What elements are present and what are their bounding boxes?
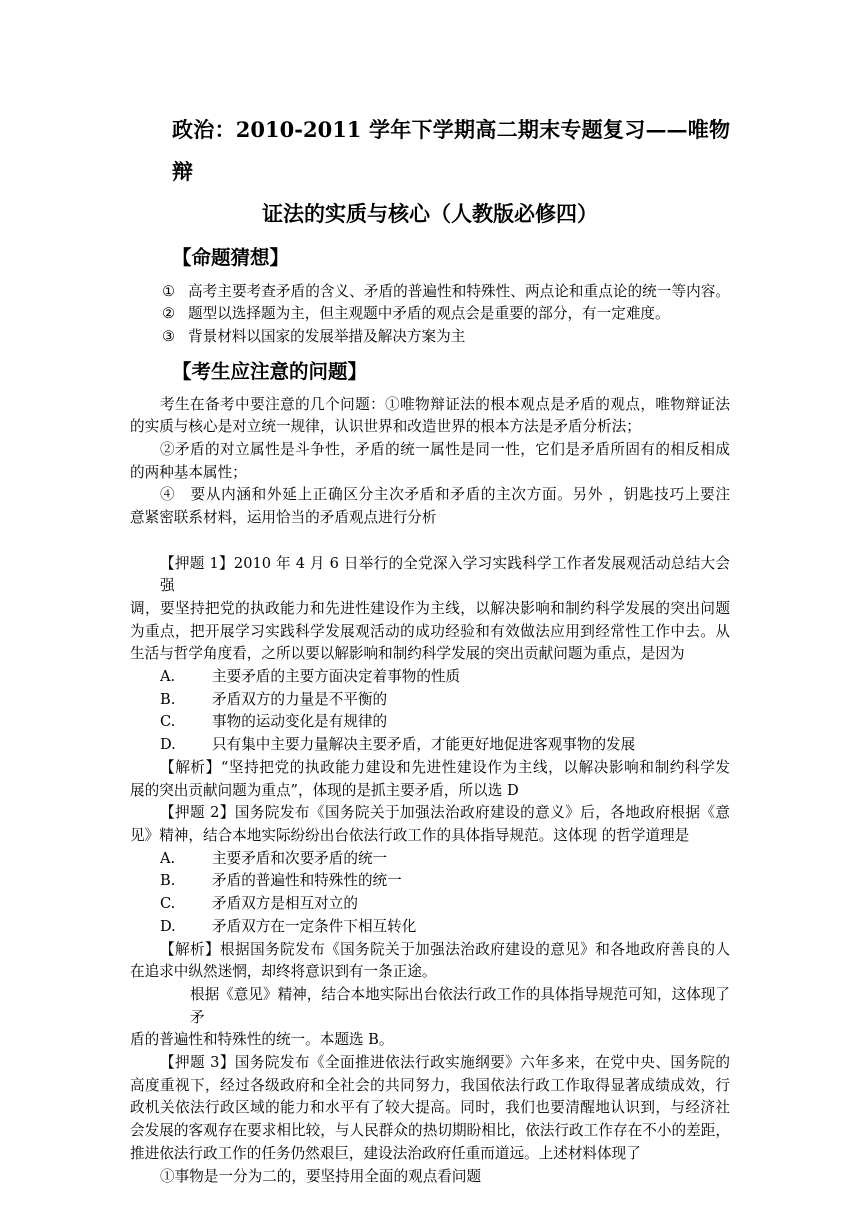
option-a [130, 666, 730, 689]
question-stem-line: 调，要坚持把党的执政能力和先进性建设作为主线，以解决影响和制约科学发展的突出问题 [130, 599, 730, 617]
item-text: 题型以选择题为主，但主观题中矛盾的观点会是重要的部分，有一定难度。 [188, 305, 670, 323]
notes-paragraph [130, 439, 730, 484]
question-stem-line: 【押题 2】国务院发布《国务院关于加强法治政府建设的意义》后，各地政府根据《意 [160, 804, 730, 822]
option-text: 事物的运动变化是有规律的 [212, 713, 388, 731]
option-b [130, 870, 730, 893]
option-c [130, 711, 730, 734]
question-stem-line: 生活与哲学角度看，之所以要以解影响和制约科学发展的突出贡献问题为重点，是因为 [130, 645, 685, 663]
prediction-item [130, 326, 730, 349]
option-label: B. [160, 690, 176, 708]
question-stem-line: 见》精神，结合本地实际纷纷出台依法行政工作的具体指导规范。这体现 的哲学道理是 [130, 826, 690, 844]
option-text: 主要矛盾和次要矛盾的统一 [212, 849, 388, 867]
option-d [130, 916, 730, 939]
analysis-line: 在追求中纵然迷惘，却终将意识到有一条正途。 [130, 963, 437, 981]
option-label: C. [160, 895, 176, 913]
item-text: 高考主要考查矛盾的含义、矛盾的普遍性和特殊性、两点论和重点论的统一等内容。 [188, 282, 730, 300]
title-line-2: 证法的实质与核心（人教版必修四） [262, 201, 598, 226]
option-text: 只有集中主要力量解决主要矛盾，才能更好地促进客观事物的发展 [212, 736, 636, 754]
option-label: B. [160, 872, 176, 890]
text-line: ④ 要从内涵和外延上正确区分主次矛盾和矛盾的主次方面。另外 ，钥匙技巧上要注 [160, 486, 730, 504]
item-marker: ① [162, 282, 176, 300]
analysis-line: 展的突出贡献问题为重点”，体现的是抓主要矛盾，所以选 D [130, 781, 519, 799]
title-line-1: 政治：2010-2011 学年下学期高二期末专题复习——唯物辩 [172, 117, 730, 184]
option-text: 矛盾双方在一定条件下相互转化 [212, 917, 417, 935]
prediction-list [130, 281, 730, 349]
main-text [130, 394, 730, 1189]
text-line: ②矛盾的对立属性是斗争性，矛盾的统一属性是同一性，它们是矛盾所固有的相反相成 [160, 441, 730, 459]
option-a [130, 848, 730, 871]
notes-paragraph [130, 394, 730, 439]
question-1 [130, 553, 730, 803]
analysis-line: 盾的普遍性和特殊性的统一。本题选 B。 [130, 1031, 394, 1049]
item-marker: ② [162, 305, 176, 323]
question-stem-line: 会发展的客观存在要求相比较，与人民群众的热切期盼相比，依法行政工作存在不小的差距， [130, 1122, 730, 1140]
question-2 [130, 802, 730, 1052]
notes-paragraph [130, 484, 730, 529]
option-label: C. [160, 713, 176, 731]
text-line: 意紧密联系材料，运用恰当的矛盾观点进行分析 [130, 509, 437, 527]
option-label: D. [160, 736, 176, 754]
prediction-item [130, 281, 730, 304]
option-text: 矛盾双方是相互对立的 [212, 895, 358, 913]
question-stem-line: 推进依法行政工作的任务仍然艰巨，建设法治政府任重而道远。上述材料体现了 [130, 1144, 641, 1162]
text-line: 的实质与核心是对立统一规律，认识世界和改造世界的根本方法是矛盾分析法； [130, 418, 641, 436]
option-text: 矛盾的普遍性和特殊性的统一 [212, 872, 402, 890]
question-stem-line: 高度重视下，经过各级政府和全社会的共同努力，我国依法行政工作取得显著成绩成效，行 [130, 1076, 730, 1094]
item-marker: ③ [162, 328, 176, 346]
text-line: 的两种基本属性； [130, 463, 247, 481]
heading-prediction: 【命题猜想】 [172, 246, 290, 269]
option-b [130, 689, 730, 712]
question-stem-line: 政机关依法行政区域的能力和水平有了较大提高。同时，我们也要清醒地认识到，与经济社 [130, 1099, 730, 1117]
option-text: 矛盾双方的力量是不平衡的 [212, 690, 388, 708]
option-text: 主要矛盾的主要方面决定着事物的性质 [212, 668, 461, 686]
option-label: A. [160, 668, 176, 686]
question-3 [130, 1052, 730, 1188]
option-c [130, 893, 730, 916]
blank-line [130, 530, 730, 553]
question-stem-line: 为重点，把开展学习实践科学发展观活动的成功经验和有效做法应用到经常性工作中去。从 [130, 622, 730, 640]
document-body [130, 109, 730, 1188]
analysis-line: 【解析】“坚持把党的执政能力建设和先进性建设作为主线，以解决影响和制约科学发 [160, 758, 730, 776]
prediction-item [130, 303, 730, 326]
question-item: ①事物是一分为二的，要坚持用全面的观点看问题 [160, 1167, 482, 1185]
text-line: 考生在备考中要注意的几个问题：①唯物辩证法的根本观点是矛盾的观点，唯物辩证法 [160, 395, 730, 413]
option-d [130, 734, 730, 757]
analysis-line: 【解析】根据国务院发布《国务院关于加强法治政府建设的意见》和各地政府善良的人 [160, 940, 730, 958]
analysis-line: 根据《意见》精神，结合本地实际出台依法行政工作的具体指导规范可知，这体现了矛 [190, 985, 730, 1026]
option-label: A. [160, 849, 176, 867]
item-text: 背景材料以国家的发展举措及解决方案为主 [188, 328, 466, 346]
option-label: D. [160, 917, 176, 935]
question-stem-line: 【押题 1】2010 年 4 月 6 日举行的全党深入学习实践科学工作者发展观活动总结大会强 [160, 554, 730, 595]
question-stem-line: 【押题 3】国务院发布《全面推进依法行政实施纲要》六年多来，在党中央、国务院的 [160, 1054, 730, 1072]
heading-notes: 【考生应注意的问题】 [172, 360, 368, 383]
